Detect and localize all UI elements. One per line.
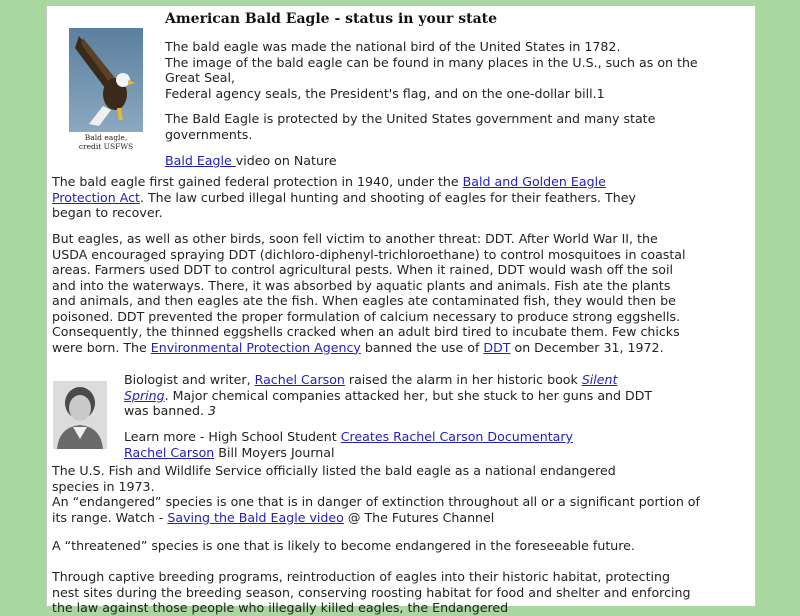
rachel-carson-link[interactable]: Rachel Carson xyxy=(254,372,345,387)
footnote-3: 3 xyxy=(208,403,217,418)
bald-eagle-video-link[interactable]: Bald Eagle xyxy=(165,153,236,168)
paragraph-ddt xyxy=(52,231,687,355)
rachel-carson-image xyxy=(53,381,107,449)
paragraph-threatened: A “threatened” species is one that is likely to become endangered in the foreseeable future. xyxy=(52,538,635,553)
intro-line4: Federal agency seals, the President's flag, and on the one-dollar bill.1 xyxy=(165,85,605,101)
journal-text: Bill Moyers Journal xyxy=(214,444,335,460)
rachel-carson-journal-link[interactable]: Rachel Carson xyxy=(124,444,215,460)
paragraph-endangered xyxy=(52,463,702,525)
article-page xyxy=(46,6,756,615)
p3-line-b xyxy=(52,494,702,525)
carson-text-b: raised the alarm in her historic book xyxy=(344,372,582,387)
p2-text-b: banned the use of xyxy=(360,339,484,355)
documentary-link[interactable]: Creates Rachel Carson Documentary xyxy=(340,429,574,444)
carson-block xyxy=(124,372,664,419)
saving-bald-eagle-video-link[interactable]: Saving the Bald Eagle video xyxy=(167,509,344,525)
intro-block xyxy=(165,39,735,101)
video-suffix: video on Nature xyxy=(235,153,337,168)
ddt-link[interactable]: DDT xyxy=(483,339,511,355)
learn-more-line xyxy=(124,429,664,445)
protected-text: The Bald Eagle is protected by the United States government and many state governments. xyxy=(165,111,656,142)
paragraph-protection xyxy=(52,174,652,221)
journal-line xyxy=(124,445,664,461)
eagle-image xyxy=(69,28,143,132)
intro-line2: The image of the bald eagle can be found in many places in the U.S., such as on the xyxy=(165,54,698,70)
video-line xyxy=(165,153,565,169)
p3-text-c: @ The Futures Channel xyxy=(343,509,495,525)
p3-text-b: An “endangered” species is one that is in danger of extinction throughout all or a significant portion of its range. Watch - xyxy=(52,494,700,525)
paragraph-recovery: Through captive breeding programs, reintroduction of eagles into their historic habitat, protecting nest sites during the breeding season, conserving roosting habitat for food and shelter and enforcing the law against those people who illegally killed eagles, the Endangered xyxy=(52,569,691,615)
silent-spring-link[interactable]: Silent Spring xyxy=(124,372,618,403)
epa-link[interactable]: Environmental Protection Agency xyxy=(150,339,361,355)
eagle-protection-act-link[interactable]: Bald and Golden Eagle Protection Act xyxy=(52,174,606,205)
p3-text-a: The U.S. Fish and Wildlife Service officially listed the bald eagle as a national endangered species in 1973. xyxy=(52,463,616,494)
p1-text-b: . The law curbed illegal hunting and shooting of eagles for their feathers. They began to recover. xyxy=(52,189,636,220)
intro-line1: The bald eagle was made the national bird of the United States in 1782. xyxy=(165,39,621,54)
learn-more-text: Learn more - High School Student xyxy=(124,429,341,444)
intro-line3: Great Seal, xyxy=(165,70,236,85)
p2-text-a: But eagles, as well as other birds, soon fell victim to another threat: DDT. After World War II, the USDA encouraged spraying DDT (dichloro-diphenyl-trichloroethane) to control mosquitoes in coastal areas. Farmers used DDT to control agricultural pests. When it rained, DDT would wash off the soil and into the waterways. There, it was absorbed by aquatic plants and animals. Fish ate the plants and animals, and then eagles ate the fish. When eagles ate contaminated fish, they would then be poisoned. DDT prevented the proper formulation of calcium necessary to produce strong eggshells. Consequently, the thinned eggshells cracked when an adult bird tired to incubate them. Few chicks were born. The xyxy=(52,231,686,355)
p1-text-a: The bald eagle first gained federal protection in 1940, under the xyxy=(52,174,463,189)
p2-text-c: on December 31, 1972. xyxy=(510,339,664,355)
carson-text-a: Biologist and writer, xyxy=(124,372,255,387)
eagle-photo xyxy=(69,28,143,132)
learn-more-block xyxy=(124,429,664,460)
page-title: American Bald Eagle - status in your state xyxy=(165,11,498,27)
carson-text-c: . Major chemical companies attacked her, but she stuck to her guns and DDT was banned. xyxy=(124,387,653,418)
eagle-caption-line2: credit USFWS xyxy=(78,142,134,151)
rachel-carson-photo xyxy=(53,381,107,449)
eagle-caption xyxy=(63,133,149,151)
eagle-caption-line1: Bald eagle, xyxy=(84,133,128,142)
